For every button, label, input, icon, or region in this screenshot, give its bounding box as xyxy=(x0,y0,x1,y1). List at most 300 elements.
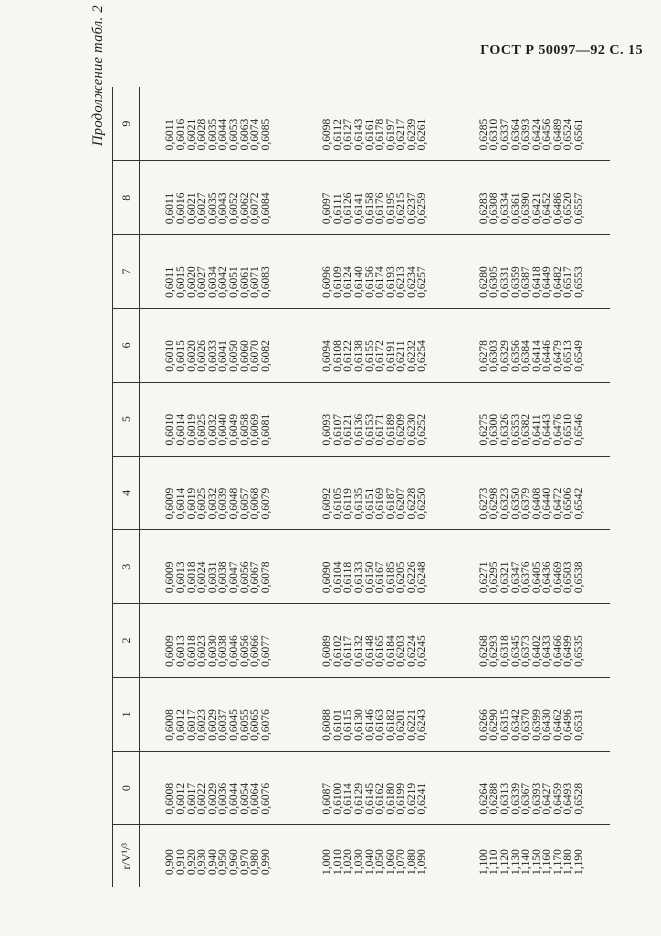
table-value: 0,6085 xyxy=(259,118,272,151)
table-value: 0,6146 xyxy=(363,709,376,741)
table-value: 0,6280 xyxy=(477,266,490,298)
table-value: 0,6364 xyxy=(509,118,522,151)
table-value: 0,6243 xyxy=(416,709,429,741)
table-value: 0,6252 xyxy=(416,413,429,446)
rotated-table-frame xyxy=(112,87,610,887)
value-cell-col-1 xyxy=(297,677,454,751)
table-value: 0,6029 xyxy=(206,709,219,741)
table-value: 0,6433 xyxy=(541,635,554,667)
table-value: 0,6331 xyxy=(498,266,511,298)
table-value: 0,6115 xyxy=(342,709,355,741)
table-value: 0,6021 xyxy=(185,192,198,225)
table-value: 0,6482 xyxy=(551,266,564,298)
table-value: 0,6300 xyxy=(488,413,501,446)
col-header-7: 7 xyxy=(113,235,140,309)
table-value: 0,6100 xyxy=(331,782,344,815)
table-value: 0,6399 xyxy=(530,709,543,741)
table-value: 0,6421 xyxy=(530,192,543,225)
table-value: 0,6008 xyxy=(164,709,177,741)
table-value: 0,6118 xyxy=(342,561,355,594)
table-value: 0,6264 xyxy=(477,782,490,815)
table-value: 0,6015 xyxy=(175,266,188,298)
table-value: 0,6138 xyxy=(352,340,365,372)
table-value: 0,6546 xyxy=(573,413,586,446)
table-value: 0,6009 xyxy=(164,635,177,667)
page-header: ГОСТ Р 50097—92 С. 15 xyxy=(480,43,643,58)
table-value: 0,6070 xyxy=(249,340,262,372)
table-value: 0,6449 xyxy=(541,266,554,298)
r-value: 1,040 xyxy=(363,849,376,875)
table-value: 0,6261 xyxy=(416,118,429,151)
table-value: 0,6180 xyxy=(384,782,397,815)
table-value: 0,6213 xyxy=(395,266,408,298)
table-value: 0,6114 xyxy=(342,783,355,815)
table-value: 0,6226 xyxy=(405,561,418,594)
value-cell-col-5 xyxy=(453,382,610,456)
table-value: 0,6361 xyxy=(509,192,522,225)
col-header-4: 4 xyxy=(113,456,140,530)
table-value: 0,6035 xyxy=(206,192,219,225)
col-header-0: 0 xyxy=(113,751,140,825)
table-value: 0,6288 xyxy=(488,782,501,815)
table-value: 0,6117 xyxy=(342,635,355,667)
table-value: 0,6029 xyxy=(206,782,219,815)
table-value: 0,6076 xyxy=(259,782,272,815)
table-value: 0,6019 xyxy=(185,413,198,446)
table-value: 0,6012 xyxy=(175,709,188,741)
table-value: 0,6506 xyxy=(562,487,575,520)
table-value: 0,6096 xyxy=(321,266,334,298)
col-header-r: r/V¹/³ xyxy=(113,825,140,887)
table-value: 0,6217 xyxy=(395,118,408,151)
table-value: 0,6156 xyxy=(363,266,376,298)
table-value: 0,6129 xyxy=(352,782,365,815)
table-value: 0,6124 xyxy=(342,266,355,298)
table-value: 0,6119 xyxy=(342,488,355,520)
r-value: 1,100 xyxy=(477,849,490,875)
table-value: 0,6466 xyxy=(551,635,564,667)
table-value: 0,6104 xyxy=(331,561,344,594)
table-value: 0,6184 xyxy=(384,635,397,667)
table-value: 0,6089 xyxy=(321,635,334,667)
table-value: 0,6278 xyxy=(477,340,490,372)
table-value: 0,6178 xyxy=(374,118,387,151)
table-value: 0,6009 xyxy=(164,561,177,594)
table-value: 0,6193 xyxy=(384,266,397,298)
table-value: 0,6248 xyxy=(416,561,429,594)
r-value-cell xyxy=(140,825,297,887)
table-value: 0,6232 xyxy=(405,340,418,372)
r-value: 1,030 xyxy=(352,849,365,875)
value-cell-col-7 xyxy=(140,235,297,309)
table-value: 0,6153 xyxy=(363,413,376,446)
table-value: 0,6088 xyxy=(321,709,334,741)
table-value: 0,6155 xyxy=(363,340,376,372)
value-cell-col-7 xyxy=(297,235,454,309)
value-cell-col-7 xyxy=(453,235,610,309)
table-value: 0,6195 xyxy=(384,192,397,225)
table-value: 0,6056 xyxy=(238,635,251,667)
r-value: 0,950 xyxy=(217,849,230,875)
table-value: 0,6387 xyxy=(520,266,533,298)
table-value: 0,6150 xyxy=(363,561,376,594)
table-value: 0,6303 xyxy=(488,340,501,372)
table-value: 0,6493 xyxy=(562,782,575,815)
table-value: 0,6379 xyxy=(520,487,533,520)
table-value: 0,6063 xyxy=(238,118,251,151)
table-value: 0,6370 xyxy=(520,709,533,741)
table-value: 0,6027 xyxy=(196,266,209,298)
table-value: 0,6310 xyxy=(488,118,501,151)
table-value: 0,6376 xyxy=(520,561,533,594)
col-header-1: 1 xyxy=(113,677,140,751)
table-value: 0,6074 xyxy=(249,118,262,151)
table-value: 0,6112 xyxy=(331,119,344,151)
r-value: 1,090 xyxy=(416,849,429,875)
table-value: 0,6022 xyxy=(196,782,209,815)
col-header-3: 3 xyxy=(113,530,140,604)
table-value: 0,6140 xyxy=(352,266,365,298)
table-value: 0,6026 xyxy=(196,340,209,372)
table-value: 0,6535 xyxy=(573,635,586,667)
table-value: 0,6094 xyxy=(321,340,334,372)
table-value: 0,6187 xyxy=(384,487,397,520)
table-value: 0,6017 xyxy=(185,782,198,815)
table-value: 0,6061 xyxy=(238,266,251,298)
value-cell-col-8 xyxy=(297,161,454,235)
table-value: 0,6561 xyxy=(573,118,586,151)
table-value: 0,6057 xyxy=(238,487,251,520)
table-value: 0,6068 xyxy=(249,487,262,520)
r-value: 0,900 xyxy=(164,849,177,875)
value-cell-col-8 xyxy=(453,161,610,235)
table-value: 0,6040 xyxy=(217,413,230,446)
table-value: 0,6254 xyxy=(416,340,429,372)
table-value: 0,6211 xyxy=(395,340,408,372)
table-value: 0,6009 xyxy=(164,487,177,520)
table-value: 0,6018 xyxy=(185,561,198,594)
value-cell-col-2 xyxy=(297,604,454,678)
table-value: 0,6098 xyxy=(321,118,334,151)
table-value: 0,6298 xyxy=(488,487,501,520)
table-value: 0,6459 xyxy=(551,782,564,815)
table-value: 0,6092 xyxy=(321,487,334,520)
table-value: 0,6121 xyxy=(342,413,355,446)
value-cell-col-0 xyxy=(297,751,454,825)
value-cell-col-4 xyxy=(140,456,297,530)
table-value: 0,6023 xyxy=(196,635,209,667)
value-cell-col-0 xyxy=(453,751,610,825)
table-value: 0,6031 xyxy=(206,561,219,594)
table-value: 0,6010 xyxy=(164,340,177,372)
table-value: 0,6171 xyxy=(374,413,387,446)
table-value: 0,6329 xyxy=(498,340,511,372)
table-value: 0,6524 xyxy=(562,118,575,151)
value-cell-col-3 xyxy=(140,530,297,604)
table-value: 0,6055 xyxy=(238,709,251,741)
table-value: 0,6030 xyxy=(206,635,219,667)
table-value: 0,6390 xyxy=(520,192,533,225)
table-value: 0,6008 xyxy=(164,782,177,815)
r-value: 1,160 xyxy=(541,849,554,875)
table-value: 0,6513 xyxy=(562,340,575,372)
table-value: 0,6313 xyxy=(498,782,511,815)
value-cell-col-4 xyxy=(297,456,454,530)
table-value: 0,6237 xyxy=(405,192,418,225)
table-value: 0,6224 xyxy=(405,635,418,667)
table-value: 0,6109 xyxy=(331,266,344,298)
table-value: 0,6071 xyxy=(249,266,262,298)
table-value: 0,6067 xyxy=(249,561,262,594)
table-value: 0,6014 xyxy=(175,413,188,446)
r-value: 1,050 xyxy=(374,849,387,875)
table-value: 0,6107 xyxy=(331,413,344,446)
table-value: 0,6078 xyxy=(259,561,272,594)
table-value: 0,6090 xyxy=(321,561,334,594)
r-value: 1,020 xyxy=(342,849,355,875)
table-value: 0,6038 xyxy=(217,635,230,667)
table-value: 0,6046 xyxy=(228,635,240,667)
table-value: 0,6044 xyxy=(217,118,230,151)
table-value: 0,6517 xyxy=(562,266,575,298)
table-value: 0,6087 xyxy=(321,782,334,815)
table-value: 0,6408 xyxy=(530,487,543,520)
table-value: 0,6462 xyxy=(551,709,564,741)
table-value: 0,6105 xyxy=(331,487,344,520)
table-value: 0,6042 xyxy=(217,266,230,298)
table-value: 0,6234 xyxy=(405,266,418,298)
table-value: 0,6176 xyxy=(374,192,387,225)
value-cell-col-0 xyxy=(140,751,297,825)
table-value: 0,6127 xyxy=(342,118,355,151)
r-value: 1,140 xyxy=(520,849,533,875)
table-value: 0,6443 xyxy=(541,413,554,446)
r-value: 0,990 xyxy=(259,849,272,875)
col-header-8: 8 xyxy=(113,161,140,235)
table-value: 0,6245 xyxy=(416,635,429,667)
table-value: 0,6011 xyxy=(164,266,177,298)
value-cell-col-2 xyxy=(453,604,610,678)
table-value: 0,6337 xyxy=(498,118,511,151)
table-value: 0,6405 xyxy=(530,561,543,594)
r-value: 0,920 xyxy=(185,849,198,875)
table-value: 0,6169 xyxy=(374,487,387,520)
r-value-cell xyxy=(297,825,454,887)
table-value: 0,6102 xyxy=(331,635,344,667)
table-value: 0,6479 xyxy=(551,340,564,372)
table-value: 0,6373 xyxy=(520,635,533,667)
value-cell-col-3 xyxy=(297,530,454,604)
table-value: 0,6032 xyxy=(206,413,219,446)
table-value: 0,6065 xyxy=(249,709,262,741)
table-value: 0,6382 xyxy=(520,413,533,446)
table-value: 0,6321 xyxy=(498,561,511,594)
table-value: 0,6268 xyxy=(477,635,490,667)
table-value: 0,6275 xyxy=(477,413,490,446)
table-value: 0,6339 xyxy=(509,782,522,815)
table-value: 0,6350 xyxy=(509,487,522,520)
table-value: 0,6273 xyxy=(477,487,490,520)
table-value: 0,6384 xyxy=(520,340,533,372)
r-value-cell xyxy=(453,825,610,887)
table-value: 0,6323 xyxy=(498,487,511,520)
table-value: 0,6489 xyxy=(551,118,564,151)
table-value: 0,6136 xyxy=(352,413,365,446)
value-cell-col-9 xyxy=(453,87,610,161)
table-value: 0,6077 xyxy=(259,635,272,667)
table-value: 0,6052 xyxy=(228,192,240,225)
table-value: 0,6021 xyxy=(185,118,198,151)
table-value: 0,6018 xyxy=(185,635,198,667)
table-value: 0,6496 xyxy=(562,709,575,741)
table-value: 0,6418 xyxy=(530,266,543,298)
table-value: 0,6158 xyxy=(363,192,376,225)
r-value: 1,070 xyxy=(395,849,408,875)
r-value: 0,910 xyxy=(175,849,188,875)
table-value: 0,6039 xyxy=(217,487,230,520)
value-cell-col-9 xyxy=(297,87,454,161)
table-value: 0,6162 xyxy=(374,782,387,815)
table-value: 0,6402 xyxy=(530,635,543,667)
table-value: 0,6531 xyxy=(573,709,586,741)
table-value: 0,6060 xyxy=(238,340,251,372)
col-header-6: 6 xyxy=(113,308,140,382)
table-value: 0,6257 xyxy=(416,266,429,298)
table-value: 0,6011 xyxy=(164,119,177,151)
table-value: 0,6082 xyxy=(259,340,272,372)
table-value: 0,6033 xyxy=(206,340,219,372)
table-value: 0,6122 xyxy=(342,340,355,372)
table-value: 0,6359 xyxy=(509,266,522,298)
table-value: 0,6050 xyxy=(228,340,240,372)
col-header-5: 5 xyxy=(113,382,140,456)
table-value: 0,6538 xyxy=(573,561,586,594)
table-value: 0,6083 xyxy=(259,266,272,298)
r-value: 1,000 xyxy=(321,849,334,875)
table-value: 0,6549 xyxy=(573,340,586,372)
table-value: 0,6203 xyxy=(395,635,408,667)
table-value: 0,6037 xyxy=(217,709,230,741)
table-value: 0,6054 xyxy=(238,782,251,815)
table-value: 0,6101 xyxy=(331,709,344,741)
table-value: 0,6182 xyxy=(384,709,397,741)
table-value: 0,6436 xyxy=(541,561,554,594)
table-value: 0,6014 xyxy=(175,487,188,520)
col-header-9: 9 xyxy=(113,87,140,161)
r-value: 0,980 xyxy=(249,849,262,875)
r-value: 1,150 xyxy=(530,849,543,875)
table-value: 0,6334 xyxy=(498,192,511,225)
value-cell-col-1 xyxy=(453,677,610,751)
table-value: 0,6446 xyxy=(541,340,554,372)
table-value: 0,6345 xyxy=(509,635,522,667)
table-value: 0,6145 xyxy=(363,782,376,815)
table-value: 0,6132 xyxy=(352,635,365,667)
table-value: 0,6205 xyxy=(395,561,408,594)
table-value: 0,6020 xyxy=(185,266,198,298)
table-value: 0,6023 xyxy=(196,709,209,741)
table-value: 0,6130 xyxy=(352,709,365,741)
table-value: 0,6266 xyxy=(477,709,490,741)
table-value: 0,6049 xyxy=(228,413,240,446)
table-group-row xyxy=(140,87,297,887)
table-value: 0,6271 xyxy=(477,561,490,594)
table-value: 0,6058 xyxy=(238,413,251,446)
table-value: 0,6285 xyxy=(477,118,490,151)
table-value: 0,6393 xyxy=(530,782,543,815)
table-value: 0,6069 xyxy=(249,413,262,446)
table-value: 0,6015 xyxy=(175,340,188,372)
table-value: 0,6111 xyxy=(331,193,344,225)
table-value: 0,6025 xyxy=(196,413,209,446)
table-value: 0,6051 xyxy=(228,266,240,298)
col-header-2: 2 xyxy=(113,604,140,678)
table-value: 0,6315 xyxy=(498,709,511,741)
table-value: 0,6197 xyxy=(384,118,397,151)
table-value: 0,6013 xyxy=(175,561,188,594)
table-value: 0,6456 xyxy=(541,118,554,151)
header-row xyxy=(113,87,140,887)
r-value: 1,180 xyxy=(562,849,575,875)
table-value: 0,6035 xyxy=(206,118,219,151)
table-group-row xyxy=(453,87,610,887)
table-value: 0,6528 xyxy=(573,782,586,815)
table-value: 0,6045 xyxy=(228,709,240,741)
table-caption: Продолжение табл. 2 xyxy=(90,5,106,146)
table-value: 0,6199 xyxy=(395,782,408,815)
data-table xyxy=(112,87,610,887)
table-value: 0,6064 xyxy=(249,782,262,815)
table-value: 0,6318 xyxy=(498,635,511,667)
table-value: 0,6048 xyxy=(228,487,240,520)
table-value: 0,6093 xyxy=(321,413,334,446)
r-value: 0,960 xyxy=(228,849,240,875)
table-value: 0,6239 xyxy=(405,118,418,151)
table-value: 0,6034 xyxy=(206,266,219,298)
table-value: 0,6230 xyxy=(405,413,418,446)
table-value: 0,6161 xyxy=(363,118,376,151)
table-value: 0,6028 xyxy=(196,118,209,151)
table-value: 0,6151 xyxy=(363,487,376,520)
table-group-row xyxy=(297,87,454,887)
table-value: 0,6353 xyxy=(509,413,522,446)
table-value: 0,6011 xyxy=(164,192,177,225)
table-value: 0,6191 xyxy=(384,340,397,372)
table-value: 0,6476 xyxy=(551,413,564,446)
table-value: 0,6135 xyxy=(352,487,365,520)
table-value: 0,6250 xyxy=(416,487,429,520)
table-body xyxy=(140,87,611,887)
table-value: 0,6076 xyxy=(259,709,272,741)
value-cell-col-3 xyxy=(453,530,610,604)
table-value: 0,6283 xyxy=(477,192,490,225)
table-value: 0,6241 xyxy=(416,782,429,815)
value-cell-col-2 xyxy=(140,604,297,678)
table-value: 0,6020 xyxy=(185,340,198,372)
value-cell-col-8 xyxy=(140,161,297,235)
r-value: 0,940 xyxy=(206,849,219,875)
table-value: 0,6367 xyxy=(520,782,533,815)
r-value: 1,080 xyxy=(405,849,418,875)
table-value: 0,6469 xyxy=(551,561,564,594)
table-value: 0,6185 xyxy=(384,561,397,594)
table-value: 0,6356 xyxy=(509,340,522,372)
table-value: 0,6440 xyxy=(541,487,554,520)
table-value: 0,6215 xyxy=(395,192,408,225)
table-value: 0,6016 xyxy=(175,192,188,225)
table-value: 0,6143 xyxy=(352,118,365,151)
table-value: 0,6012 xyxy=(175,782,188,815)
